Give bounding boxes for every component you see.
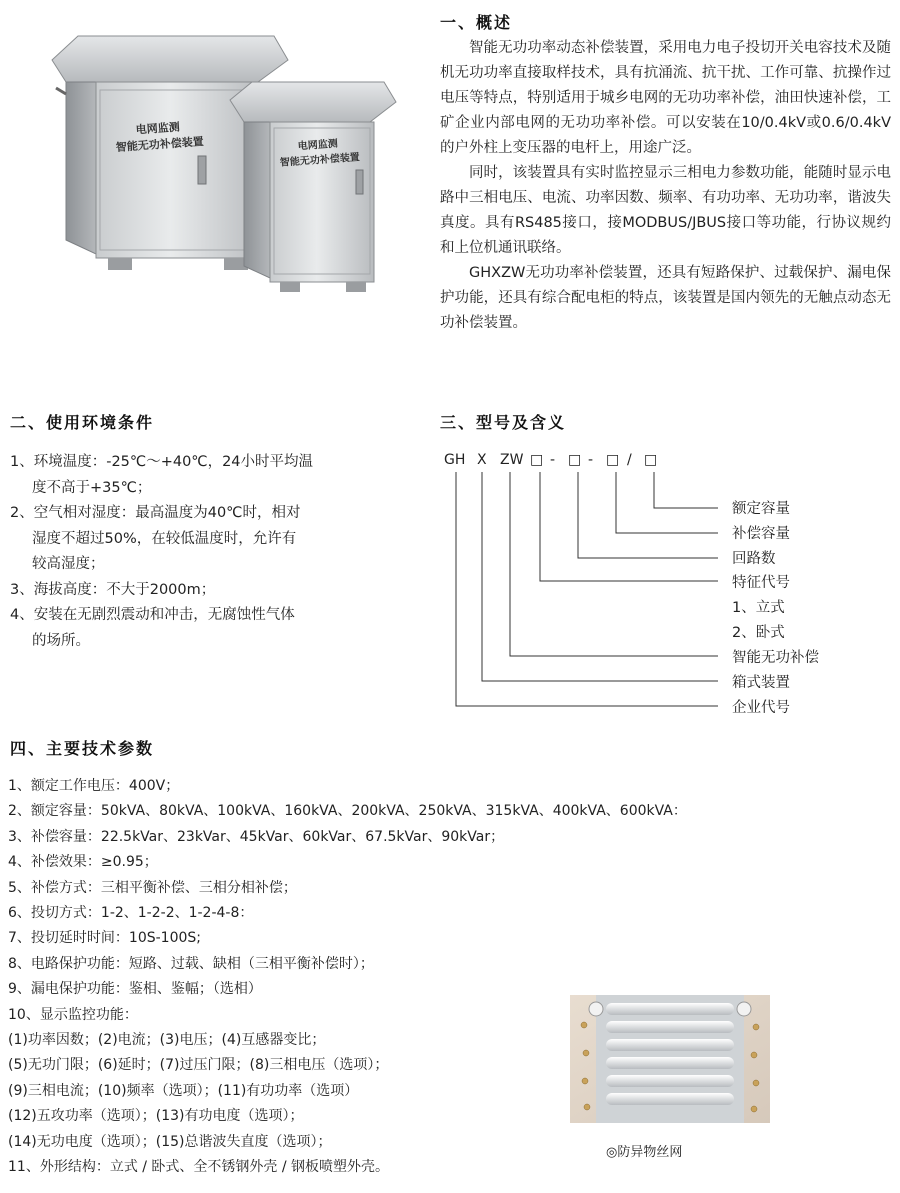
large-cabinet-label-line1: 电网监测 — [135, 120, 181, 137]
section1-paragraph-1: 智能无功功率动态补偿装置，采用电力电子投切开关电容技术及随机无功功率直接取样技术，具有抗涌流、抗干扰、工作可靠、抗操作过电压等特点，特别适用于城乡电网的无功功率补偿，油田快速补偿，工矿企业内部电网的无功功率补偿。可以安装在10/0.4kV或0.6/0.4kV的户外柱上变压器的电杆上，用途广泛。 — [440, 40, 891, 156]
code-box-2: □ — [568, 452, 582, 468]
section1-paragraph-3: GHXZW无功功率补偿装置，还具有短路保护、过载保护、漏电保护功能，还具有综合配电柜的特点，该装置是国内领先的无触点动态无功补偿装置。 — [440, 265, 891, 331]
section1-paragraph-2: 同时，该装置具有实时监控显示三相电力参数功能，能随时显示电路中三相电压、电流、功率因数、频率、有功功率、无功功率，谐波失真度。具有RS485接口，接MODBUS/JBUS接口等功能，行协议规约和上位机通讯联络。 — [440, 165, 891, 256]
small-cabinet-label-line1: 电网监测 — [297, 138, 339, 153]
env-line-3: 2、空气相对湿度：最高温度为40℃时，相对 — [10, 505, 301, 521]
env-line-5: 较高湿度； — [32, 556, 105, 572]
small-cabinet — [230, 82, 396, 292]
env-line-6: 3、海拔高度：不大于2000m； — [10, 581, 216, 598]
env-line-1: 1、环境温度：-25℃～+40℃，24小时平均温 — [10, 454, 314, 470]
model-label-box-type: 箱式装置 — [732, 675, 790, 691]
param-line-7: 7、投切延时时间：10S-100S; — [8, 930, 201, 947]
param-line-10: 10、显示监控功能： — [8, 1006, 138, 1023]
model-label-compensation-capacity: 补偿容量 — [732, 526, 790, 542]
param-line-8: 8、电路保护功能：短路、过载、缺相（三相平衡补偿时）； — [8, 955, 374, 972]
param-line-3: 3、补偿容量：22.5kVar、23kVar、45kVar、60kVar、67.5kVar、90kVar； — [8, 828, 505, 845]
section4-title: 四、主要技术参数 — [10, 739, 155, 758]
code-slash: / — [627, 452, 632, 468]
env-line-7: 4、安装在无剧烈震动和冲击，无腐蚀性气体 — [10, 607, 295, 623]
param-line-11: (1)功率因数；(2)电流；(3)电压；(4)互感器变比； — [8, 1032, 326, 1049]
code-gh: GH — [444, 452, 466, 468]
param-line-13: (9)三相电流；(10)频率（选项）；(11)有功功率（选项） — [8, 1082, 359, 1099]
param-line-6: 6、投切方式：1-2、1-2-2、1-2-4-8： — [8, 905, 254, 922]
section3-title: 三、型号及含义 — [440, 413, 567, 432]
code-dash-2: - — [588, 452, 594, 468]
param-line-5: 5、补偿方式：三相平衡补偿、三相分相补偿； — [8, 879, 297, 896]
section1-title: 一、概述 — [440, 13, 513, 32]
model-label-feature-code: 特征代号 — [732, 575, 790, 591]
code-box-3: □ — [606, 452, 620, 468]
section1-body — [440, 36, 891, 336]
mesh-photo — [570, 995, 770, 1123]
param-line-12: (5)无功门限；(6)延时；(7)过压门限；(8)三相电压（选项）； — [8, 1057, 389, 1074]
model-code-diagram — [440, 446, 880, 722]
model-label-vertical: 1、立式 — [732, 600, 785, 616]
mesh-photo-caption: ◎防异物丝网 — [606, 1145, 683, 1160]
env-line-8: 的场所。 — [32, 632, 90, 649]
small-cabinet-label-line2: 智能无功补偿装置 — [279, 152, 361, 169]
large-cabinet-label-line2: 智能无功补偿装置 — [115, 134, 205, 155]
env-line-2: 度不高于+35℃； — [32, 479, 152, 496]
code-box-4: □ — [644, 452, 658, 468]
param-line-1: 1、额定工作电压：400V； — [8, 778, 180, 794]
model-label-smart-compensation: 智能无功补偿 — [732, 650, 819, 666]
model-label-horizontal: 2、卧式 — [732, 625, 785, 641]
param-line-15: (14)无功电度（选项）；(15)总谐波失直度（选项）； — [8, 1133, 332, 1150]
code-dash-1: - — [550, 452, 556, 468]
model-label-circuit-count: 回路数 — [732, 551, 776, 567]
param-line-16: 11、外形结构：立式 / 卧式、全不锈钢外壳 / 钢板喷塑外壳。 — [8, 1159, 390, 1176]
param-line-2: 2、额定容量：50kVA、80kVA、100kVA、160kVA、200kVA、250kVA、315kVA、400kVA、600kVA： — [8, 803, 687, 820]
section2-title: 二、使用环境条件 — [10, 413, 155, 432]
param-line-4: 4、补偿效果：≥0.95； — [8, 854, 158, 871]
env-line-4: 湿度不超过50%，在较低温度时，允许有 — [32, 530, 297, 547]
param-line-14: (12)五攻功率（选项）；(13)有功电度（选项）； — [8, 1108, 304, 1125]
code-box-1: □ — [530, 452, 544, 468]
model-label-company-code: 企业代号 — [732, 700, 790, 716]
param-line-9: 9、漏电保护功能：鉴相、鉴幅；（选相） — [8, 981, 262, 998]
code-x: X — [477, 452, 487, 468]
code-zw: ZW — [500, 452, 524, 468]
model-label-rated-capacity: 额定容量 — [732, 501, 790, 517]
cabinet-illustration — [48, 30, 408, 300]
section2-list — [10, 450, 380, 654]
